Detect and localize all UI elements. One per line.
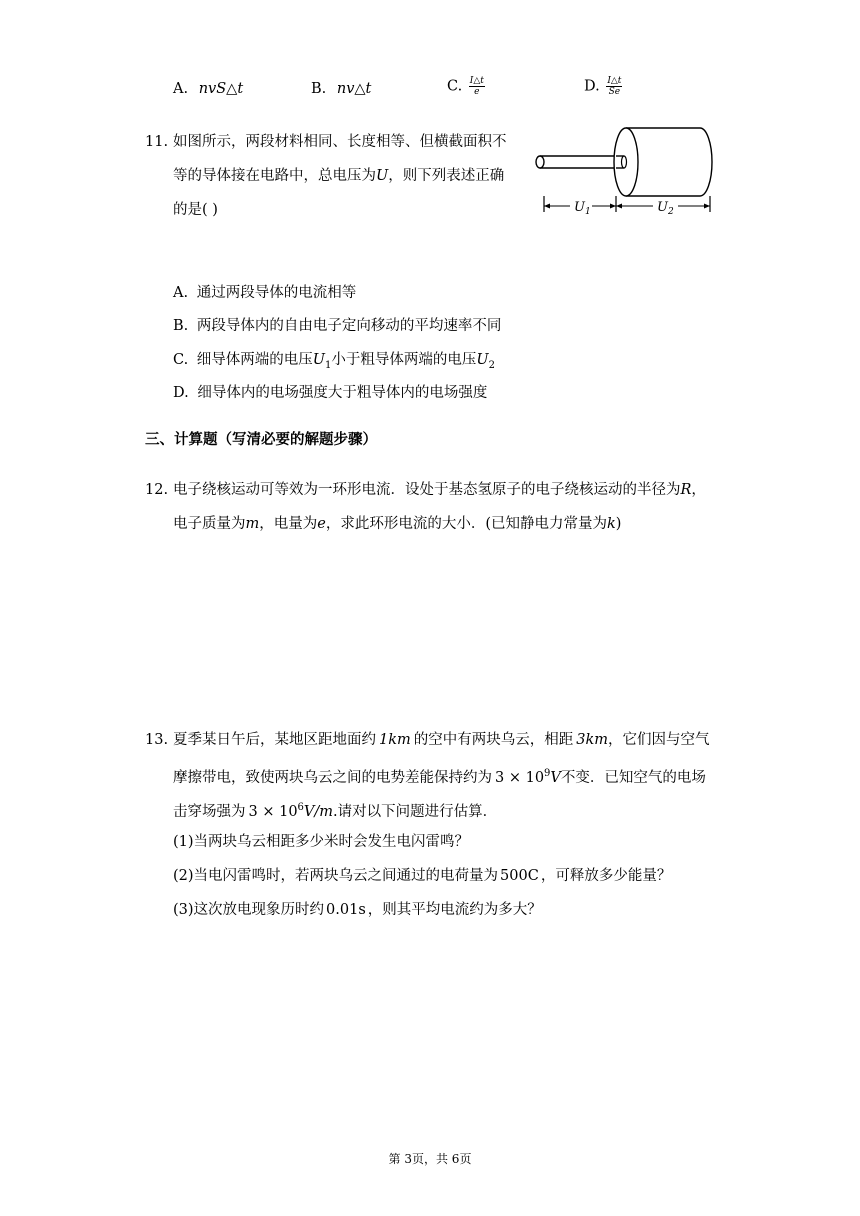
q13-number: 13. — [145, 732, 169, 748]
fraction-denominator: e — [474, 87, 480, 97]
variable: e — [317, 516, 326, 532]
u2-label: $U_2$ — [657, 200, 674, 217]
option-text: 细导体内的电场强度大于粗导体内的电场强度 — [197, 385, 488, 401]
option-label: B. — [311, 81, 327, 97]
q11-stem-line1: 如图所示，两段材料相同、长度相等、但横截面积不 — [173, 134, 507, 150]
text: .请对以下问题进行估算． — [333, 803, 498, 820]
text: 夏季某日午后，某地区距地面约 — [173, 732, 376, 748]
q13-sub3 — [173, 900, 542, 920]
q10-option-c — [447, 76, 485, 97]
text: 的空中有两块乌云，相距 — [413, 732, 574, 748]
text: ，求此环形电流的大小．(已知静电力常量为 — [325, 516, 607, 532]
q12-number: 12. — [145, 482, 169, 498]
u1-label: $U_1$ — [574, 200, 591, 217]
q11-stem-line3: 的是( ) — [173, 202, 218, 218]
variable: U — [312, 352, 326, 368]
text: ) — [615, 516, 622, 532]
fraction-numerator: I△t — [469, 76, 484, 86]
q12-line2 — [173, 514, 621, 534]
q11-option-d — [173, 383, 487, 403]
text: ，则其平均电流约为多大？ — [367, 902, 542, 918]
text: ，可释放多少能量？ — [540, 868, 672, 884]
fraction-denominator: Se — [608, 87, 621, 97]
option-label: C. — [447, 78, 463, 95]
variable: U — [476, 352, 489, 368]
variable: R — [680, 482, 692, 498]
q11-stem-line2 — [173, 166, 504, 186]
value: 1km — [379, 732, 411, 748]
q11-option-b — [173, 316, 501, 336]
option-text: nv△t — [336, 81, 372, 97]
value: 3 × 10 — [248, 803, 298, 820]
text: ， — [691, 482, 706, 498]
option-label: D. — [173, 385, 189, 401]
text: 摩擦带电，致使两块乌云之间的电势差能保持约为 — [173, 769, 492, 786]
q10-option-d — [584, 76, 622, 97]
option-text: 小于粗导体两端的电压 — [331, 352, 477, 368]
text: ，它们因与空气 — [608, 732, 710, 748]
text: 电子质量为 — [173, 516, 246, 532]
text: 不变．已知空气的电场 — [560, 769, 706, 786]
text: (3)这次放电现象历时约 — [173, 902, 325, 918]
value: 0.01s — [326, 902, 366, 918]
subscript: 2 — [488, 359, 496, 371]
thin-conductor-end — [536, 156, 544, 168]
text: ，电量为 — [259, 516, 318, 532]
q11-number: 11. — [145, 134, 169, 150]
option-label: A. — [173, 285, 189, 301]
value: 3km — [576, 732, 609, 748]
value: 500C — [500, 868, 539, 884]
subscript: 1 — [325, 359, 332, 371]
conductor-diagram — [528, 120, 720, 220]
q13-sub1: (1)当两块乌云相距多少米时会发生电闪雷鸣？ — [173, 834, 470, 850]
q13-line2 — [173, 764, 706, 788]
q13-line3 — [173, 798, 497, 822]
text: 击穿场强为 — [173, 803, 246, 820]
q13-sub2 — [173, 866, 671, 886]
option-text: 细导体两端的电压 — [196, 352, 313, 368]
variable: U — [376, 168, 389, 184]
q10-option-b — [311, 79, 371, 99]
variable: m — [245, 516, 260, 532]
text: ，则下列表述正确 — [388, 168, 505, 184]
option-label: B. — [173, 318, 189, 334]
fraction-numerator: I△t — [607, 76, 622, 86]
q12-line1 — [173, 480, 706, 500]
exponent: 6 — [297, 802, 304, 813]
thick-conductor-far-end — [700, 128, 712, 196]
text: 等的导体接在电路中，总电压为 — [173, 168, 376, 184]
unit: V/m — [303, 803, 334, 820]
section-heading: 三、计算题（写清必要的解题步骤） — [145, 431, 377, 448]
option-label: C. — [173, 352, 189, 368]
fraction — [469, 76, 485, 97]
q13-line1 — [173, 730, 710, 750]
option-text: 通过两段导体的电流相等 — [196, 285, 357, 301]
fraction — [606, 76, 622, 97]
option-label: A. — [173, 81, 189, 97]
option-text: nvS△t — [198, 81, 244, 97]
option-label: D. — [584, 78, 600, 95]
text: 电子绕核运动可等效为一环形电流．设处于基态氢原子的电子绕核运动的半径为 — [173, 482, 681, 498]
exponent: 9 — [544, 768, 551, 779]
text: (2)当电闪雷鸣时，若两块乌云之间通过的电荷量为 — [173, 868, 499, 884]
q11-option-a — [173, 283, 356, 303]
page-footer: 第 3页，共 6页 — [388, 1152, 472, 1166]
q11-option-c — [173, 350, 495, 376]
option-text: 两段导体内的自由电子定向移动的平均速率不同 — [196, 318, 502, 334]
variable: k — [607, 516, 616, 532]
unit: V — [550, 769, 561, 786]
value: 3 × 10 — [495, 769, 545, 786]
q10-option-a — [173, 79, 243, 99]
